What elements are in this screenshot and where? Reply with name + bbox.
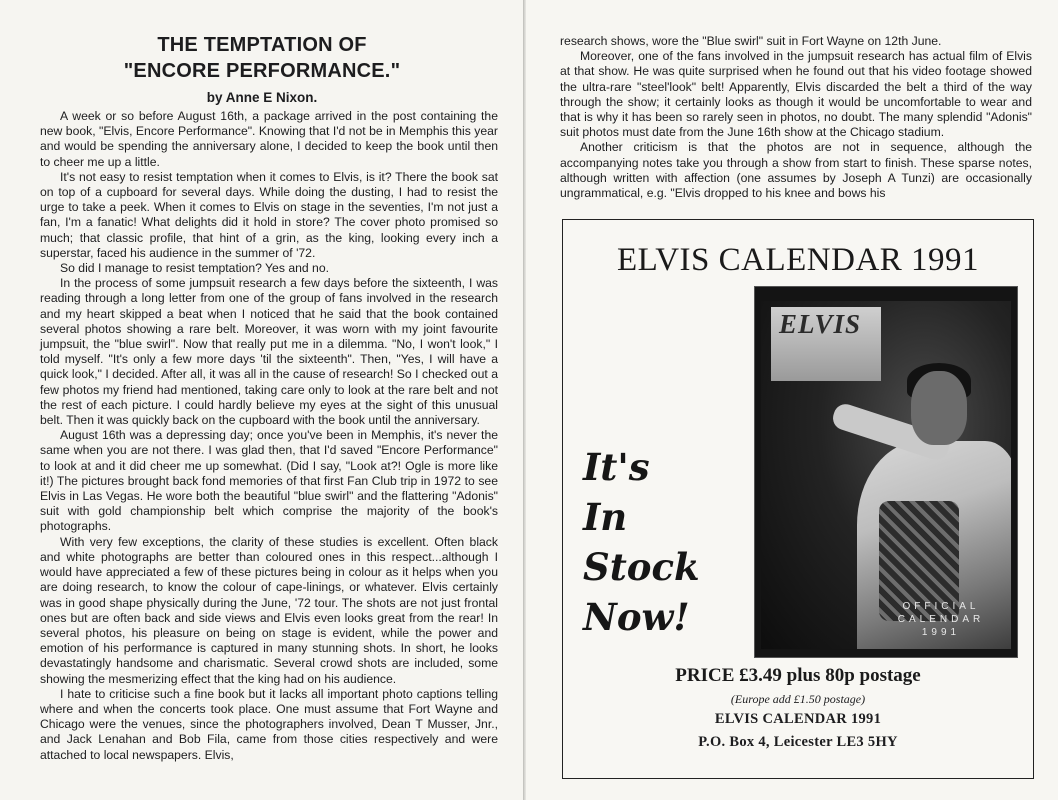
advert-slogan xyxy=(583,442,733,642)
title-line-1: THE TEMPTATION OF xyxy=(157,34,367,56)
slogan-line: Stock xyxy=(583,545,700,589)
title-line-2: "ENCORE PERFORMANCE." xyxy=(123,60,401,82)
calendar-photo xyxy=(754,286,1018,658)
advert-price: PRICE £3.49 plus 80p postage xyxy=(675,665,921,686)
performer-figure-head xyxy=(911,371,967,445)
calendar-cover-label xyxy=(871,600,1011,639)
slogan-line: Now! xyxy=(583,595,690,639)
article-column-right xyxy=(526,34,1058,201)
paragraph: So did I manage to resist temptation? Yes and no. xyxy=(60,261,329,276)
paragraph: With very few exceptions, the clarity of these studies is excellent. Often black and white photographs are better than coloured ones in this respect...although I would have appreciated a few of these pictures being in colour as it helps when you are doing research, to know the colour of cape-linings, or whatever. Elvis certainly was in good shape physically during the June, '72 tour. The shots are not just frontal ones but are often back and side views and Elvis even looks great from the rear! In several photos, his pleasure on being on stage is evident, while the power and emotion of his performance is captured in many stunning shots. In short, he looks devastatingly handsome and charismatic. Several crowd shots are included, some showing the mesmerizing effect that the king had on his audience. xyxy=(40,534,498,686)
advert-postage-note: (Europe add £1.50 postage) xyxy=(730,692,866,706)
calendar-logo: ELVIS xyxy=(779,309,862,339)
calendar-label-line: CALENDAR xyxy=(897,614,985,625)
calendar-label-line: 1991 xyxy=(921,627,961,638)
advert-address-line-1: ELVIS CALENDAR 1991 xyxy=(714,711,882,727)
right-page xyxy=(526,0,1058,800)
left-page xyxy=(0,0,525,800)
calendar-cover-image xyxy=(761,301,1011,649)
paragraph: Another criticism is that the photos are not in sequence, although the accompanying notes take you through a show from start to finish. These sparse notes, although written with affection (one assumes by Joseph A Tunzi) are occasionally ungrammatical, e.g. "Elvis dropped to his knee and bows his xyxy=(560,140,1032,201)
article-column-left xyxy=(0,109,524,763)
paragraph: Moreover, one of the fans involved in the jumpsuit research has actual film of Elvis at that show. He was quite surprised when he found out that his video footage showed the ultra-rare "steel'look" belt! Apparently, Elvis discarded the belt a third of the way through the show; it certainly looks as though it would be uncomfortable to wear and that is why it has been so rarely seen in photos, no doubt. The many splendid "Adonis" suit photos must date from the June 16th show at the Chicago stadium. xyxy=(560,49,1032,140)
byline: by Anne E Nixon. xyxy=(206,90,318,105)
article-title xyxy=(0,32,524,84)
paragraph: research shows, wore the "Blue swirl" suit in Fort Wayne on 12th June. xyxy=(560,34,942,48)
slogan-line: It's xyxy=(583,445,650,489)
advert-address-line-2: P.O. Box 4, Leicester LE3 5HY xyxy=(698,734,898,750)
paragraph: I hate to criticise such a fine book but it lacks all important photo captions telling where and when the concerts took place. One must assume that Fort Wayne and Chicago were the venues, since the photographers involved, Dean T Musser, Jnr., and Jack Lenahan and Bob Fila, came from those cities respectively and were attached to local newspapers. Elvis, xyxy=(40,686,498,762)
paragraph: August 16th was a depressing day; once you've been in Memphis, it's never the same when you are not there. I was glad then, that I'd saved "Encore Performance" to look at and it did cheer me up somewhat. (Did I say, "Look at?! Ogle is more like it!) The pictures brought back fond memories of that first Fan Club trip in 1972 to see Elvis in Las Vegas. He wore both the beautiful "blue swirl" and the flattering "Adonis" suit with gold championship belt which comprise the majority of the book's photographs. xyxy=(40,428,498,534)
paragraph: A week or so before August 16th, a package arrived in the post containing the new book, "Elvis, Encore Performance". Knowing that I'd not be in Memphis this year and would be spending the anniversary alone, I decided to keep the book until then to cheer me up a little. xyxy=(40,109,498,169)
calendar-label-line: OFFICIAL xyxy=(902,601,980,612)
calendar-advert xyxy=(562,219,1034,779)
slogan-line: In xyxy=(583,495,628,539)
advert-title: ELVIS CALENDAR 1991 xyxy=(616,242,980,278)
paragraph: It's not easy to resist temptation when it comes to Elvis, is it? There the book sat on top of a cupboard for several days. While doing the dusting, I had to resist the urge to take a peek. When it comes to Elvis on stage in the seventies, I'm not just a fan, I'm a fanatic! What delights did it hold in store? The cover photo promised so much; that classic profile, that hint of a grin, as the king, looking every inch a superstar, faced his audience in the summer of '72. xyxy=(40,169,498,260)
calendar-logo-box xyxy=(771,307,881,381)
paragraph: In the process of some jumpsuit research a few days before the sixteenth, I was reading through a long letter from one of the group of fans involved in the research and my heart skipped a beat when I noticed that he said that the book contained several photos showing a rare belt. Moreover, it was worn with my joint favourite jumpsuit, the "blue swirl". Now that really put me in a dilemma. "No, I won't look," I told myself. "It's only a few more days 'til the sixteenth". Then, "Yes, I will have a quick look," I decided. After all, it was all in the cause of research! So I checked out a few photos my friend had mentioned, taking care only to look at the rare belt and not the rest of each picture. I could hardly believe my eyes at the sight of this unusual belt. Then it was quickly back on the cupboard with the book until the anniversary. xyxy=(40,276,498,428)
